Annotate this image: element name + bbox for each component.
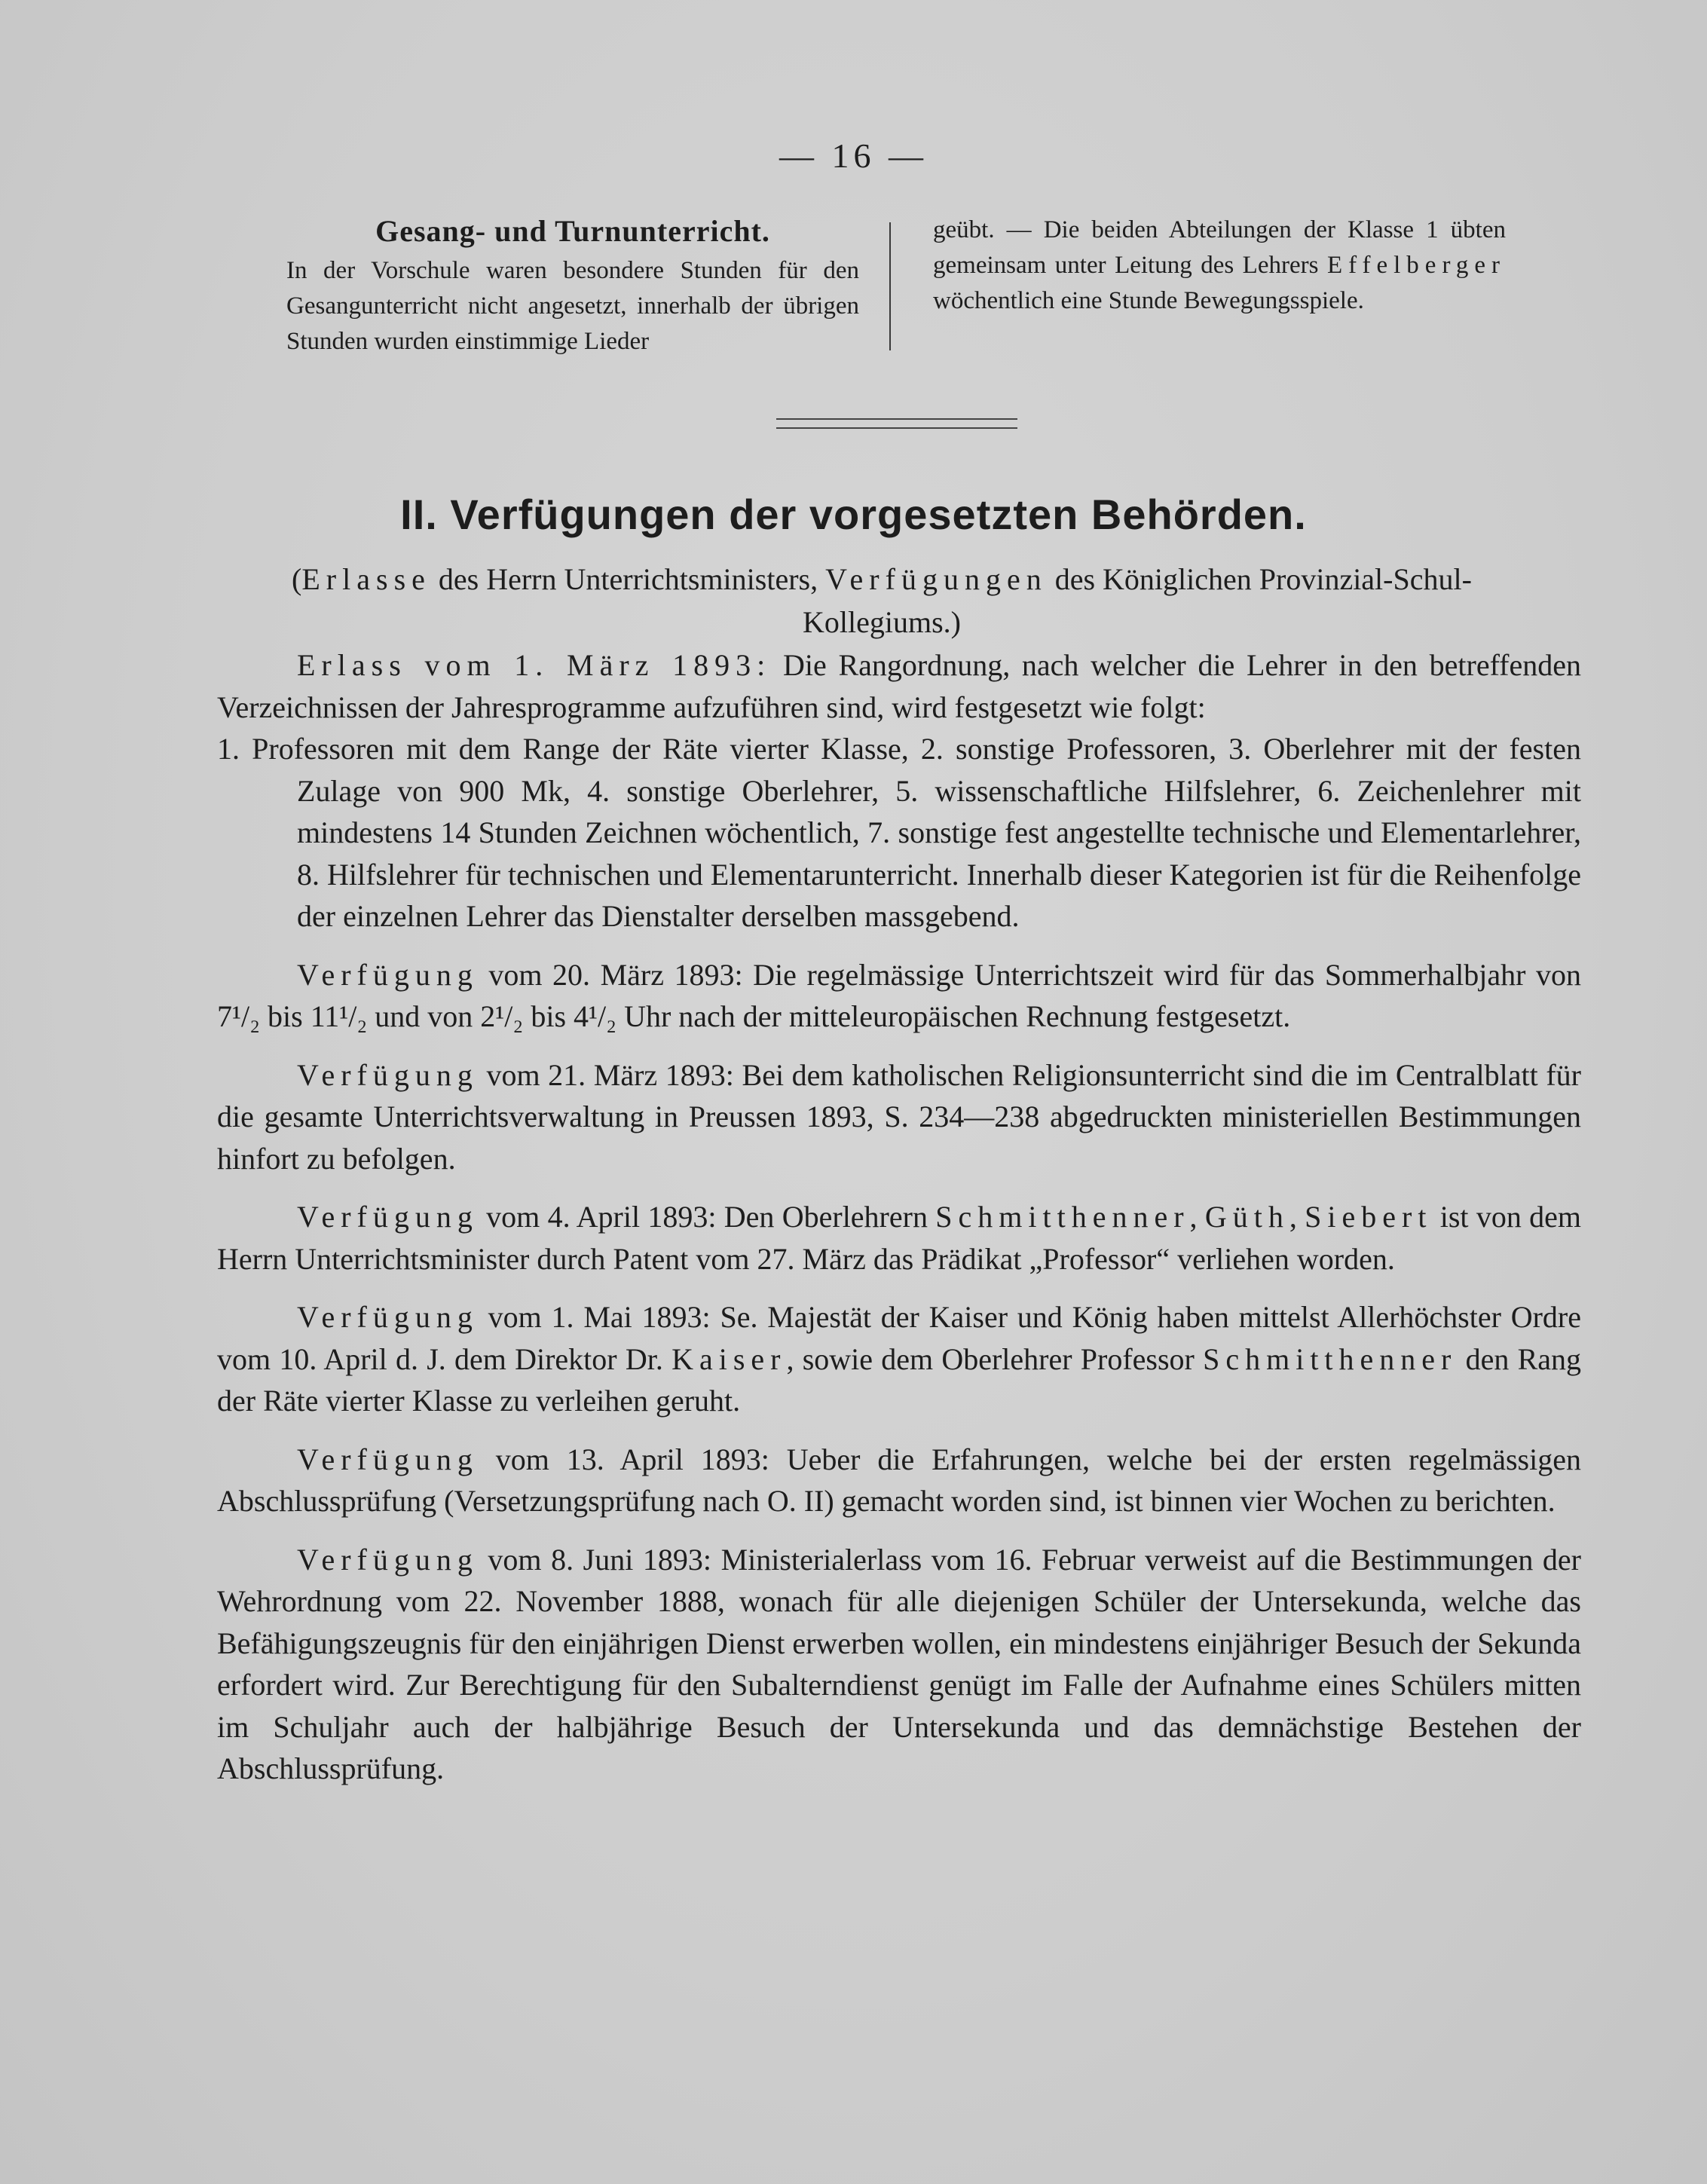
person-name: Schmitthenner (1203, 1341, 1458, 1376)
left-column (286, 213, 859, 359)
decree-label: Verfügung (297, 957, 479, 992)
decree-entry (217, 1054, 1581, 1180)
section-heading: II. Verfügungen der vorgesetzten Behörden. (400, 491, 1307, 538)
decree-label: Erlass vom 1. März 1893: (297, 648, 772, 682)
decree-entry (217, 1196, 1581, 1280)
left-column-text: In der Vorschule waren besondere Stunden für den Gesangunterricht nicht angesetzt, innerhalb der übrigen Stunden wurden einstimmige Lieder (286, 257, 859, 355)
decree-text: den Rang der Räte vierter Klasse zu verleihen geruht. (217, 1341, 1582, 1418)
decree-text: ist von dem Herrn Unterrichtsminister durch Patent vom 27. März das Prädikat „Professor“ verliehen worden. (217, 1200, 1581, 1276)
decree-text: Den Oberlehrern (716, 1200, 936, 1234)
decree-date: vom 1. Mai 1893: (478, 1300, 711, 1334)
section-divider (776, 418, 1017, 429)
subheading-part-a: ( (292, 562, 302, 596)
decree-list (217, 644, 1581, 1806)
teacher-name: Effelberger (1326, 252, 1506, 279)
right-column-text-a: geübt. — Die beiden Abteilungen der Klasse 1 übten gemeinsam unter Leitung des Lehrers (933, 216, 1506, 279)
person-name: Kaiser (671, 1341, 787, 1376)
section-subheading (219, 558, 1545, 644)
decree-text: , (1189, 1200, 1205, 1234)
decree-entry (217, 644, 1581, 728)
decree-ranking-list (217, 728, 1581, 938)
decree-text: Ministerialerlass vom 16. Februar verweist auf die Bestimmungen der Wehrordnung vom 22. November 1888, wonach für alle diejenigen Schüler der Untersekunda, welche das Befähigungszeugnis für den einjährigen Dienst erwerben wollen, ein mindestens einjähriger Besuch der Sekunda erfordert wird. Zur Berechtigung für den Subalterndienst genügt im Falle der Aufnahme eines Schülers mitten im Schuljahr auch der halbjährige Besuch der Untersekunda und das demnächstige Bestehen der Abschlussprüfung. (217, 1542, 1582, 1785)
subheading-part-c: des Königlichen Provinzial-Schul-Kollegiums.) (803, 562, 1472, 639)
decree-entry (217, 1296, 1581, 1422)
decree-text: , (1289, 1200, 1305, 1234)
decree-entry (217, 954, 1581, 1038)
decree-date: vom 20. März 1893: (478, 957, 743, 992)
decree-text: Bei dem katholischen Religionsunterricht sind die im Centralblatt für die gesamte Unterrichtsverwaltung in Preussen 1893, S. 234—238 abgedruckten ministeriellen Bestimmungen hinfort zu befolgen. (217, 1057, 1581, 1176)
decree-label: Verfügung (297, 1200, 479, 1234)
right-column-text (933, 213, 1506, 319)
person-name: Güth (1204, 1200, 1289, 1234)
decree-text: , sowie dem Oberlehrer Professor (786, 1341, 1204, 1376)
decree-date: vom 4. April 1893: (478, 1200, 717, 1234)
decree-label: Verfügung (297, 1542, 479, 1577)
decree-label: Verfügung (297, 1057, 479, 1092)
decree-ranking-text: 1. Professoren mit dem Range der Räte vierter Klasse, 2. sonstige Professoren, 3. Oberlehrer mit der festen Zulage von 900 Mk, 4. sonstige Oberlehrer, 5. wissenschaftliche Hilfslehrer, 6. Zeichenlehrer mit mindestens 14 Stunden Zeichnen wöchentlich, 7. sonstige fest angestellte technische und Elementarlehrer, 8. Hilfslehrer für technischen und Elementarunterricht. Innerhalb dieser Kategorien ist für die Reihenfolge der einzelnen Lehrer das Dienstalter derselben massgebend. (217, 732, 1581, 933)
decree-label: Verfügung (297, 1300, 479, 1334)
decree-date: vom 21. März 1893: (478, 1057, 734, 1092)
decree-entry (217, 1539, 1581, 1790)
decree-date: vom 13. April 1893: (478, 1442, 769, 1476)
column-divider (889, 222, 891, 350)
right-column (933, 213, 1506, 319)
decree-label: Verfügung (297, 1442, 479, 1476)
page-number: — 16 — (779, 136, 928, 175)
subheading-part-b: des Herrn Unterrichtsministers, (430, 562, 826, 596)
decree-text: Se. Majestät der Kaiser und König haben mittelst Allerhöchster Ordre vom 10. April d. J. dem Direktor Dr. (217, 1300, 1581, 1376)
decree-text: Die regelmässige Unterrichtszeit wird für das Sommerhalbjahr von 7¹/₂ bis 11¹/₂ und von 2¹/₂ bis 4¹/₂ Uhr nach der mitteleuropäischen Rechnung festgesetzt. (217, 957, 1582, 1033)
subheading-erlasse: Erlasse (301, 562, 431, 596)
decree-date: vom 8. Juni 1893: (478, 1542, 712, 1577)
person-name: Siebert (1305, 1200, 1433, 1234)
decree-text: Ueber die Erfahrungen, welche bei der ersten regelmässigen Abschlussprüfung (Versetzungsprüfung nach O. II) gemacht worden sind, ist binnen vier Wochen zu berichten. (217, 1442, 1581, 1518)
person-name: Schmitthenner (935, 1200, 1190, 1234)
decree-text: Die Rangordnung, nach welcher die Lehrer in den betreffenden Verzeichnissen der Jahresprogramme aufzuführen sind, wird festgesetzt wie folgt: (217, 648, 1581, 724)
left-column-title: Gesang- und Turnunterricht. (375, 214, 770, 248)
subheading-verfuegungen: Verfügungen (825, 562, 1048, 596)
right-column-text-b: wöchentlich eine Stunde Bewegungsspiele. (933, 287, 1364, 314)
decree-entry (217, 1439, 1581, 1522)
